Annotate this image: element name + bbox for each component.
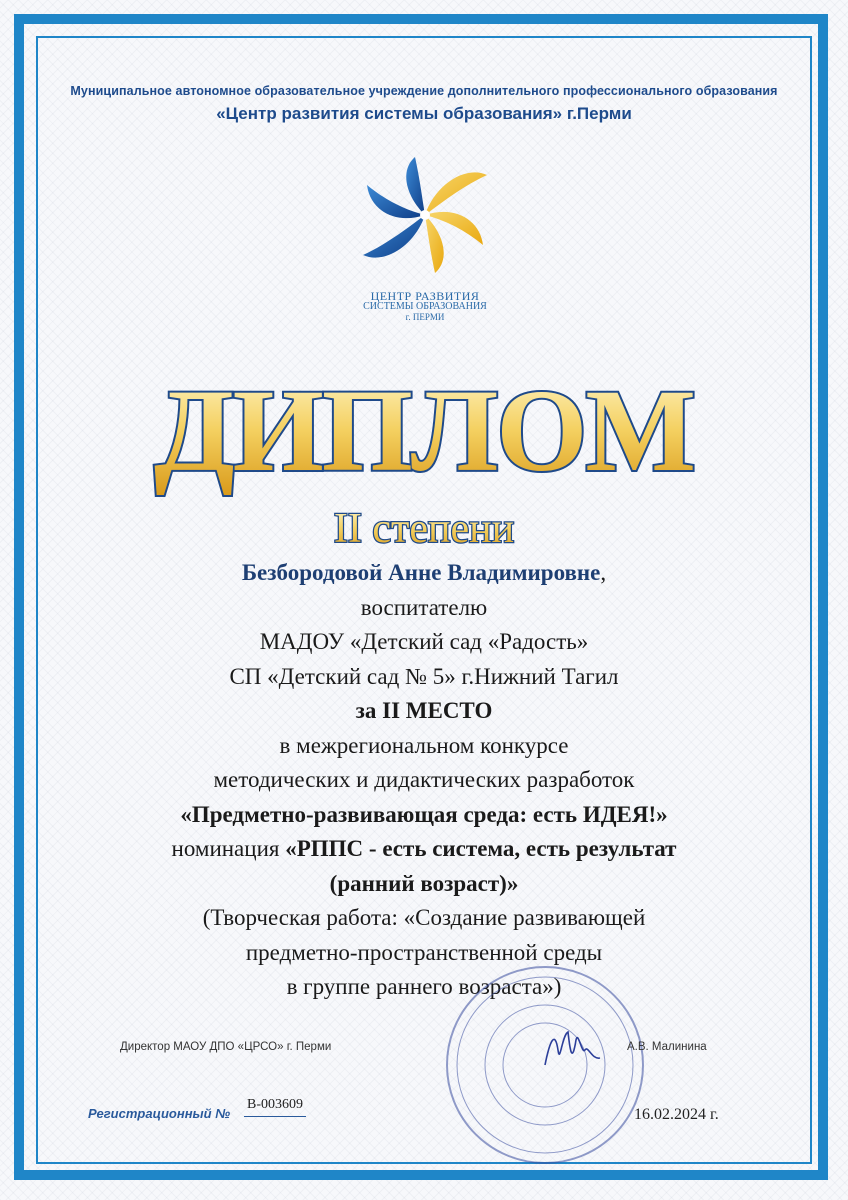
work-line-1: (Творческая работа: «Создание развивающей: [202, 905, 646, 930]
nomination-line-1: номинация «РППС - есть система, есть результат: [171, 836, 677, 861]
diploma-title: [150, 370, 698, 500]
center-logo-icon: [355, 155, 495, 275]
recipient-name: Безбородовой Анне Владимировне: [241, 560, 601, 585]
svg-text:ДИПЛОМ: ДИПЛОМ: [154, 370, 694, 496]
diploma-body: [60, 556, 788, 1005]
organization-line: МАДОУ «Детский сад «Радость»: [259, 629, 589, 654]
position-line: воспитателю: [360, 594, 488, 620]
center-name-header: «Центр развития системы образования» г.Перми: [216, 104, 632, 123]
contest-line-1: в межрегиональном конкурсе: [279, 732, 569, 758]
place-line: за II МЕСТО: [355, 698, 493, 723]
logo-text-line2: СИСТЕМЫ ОБРАЗОВАНИЯ: [363, 301, 487, 312]
work-line-2: предметно-пространственной среды: [245, 939, 603, 965]
recipient-line: Безбородовой Анне Владимировне,: [241, 560, 607, 585]
nomination-line-2: (ранний возраст)»: [329, 870, 519, 896]
institution-header: Муниципальное автономное образовательное учреждение дополнительного профессионального образования: [70, 84, 778, 98]
work-line-3: в группе раннего возраста»): [286, 974, 562, 999]
degree-label: [274, 500, 574, 555]
logo-text-line3: г. ПЕРМИ: [405, 312, 445, 322]
svg-text:II степени: II степени: [333, 506, 515, 552]
contest-line-2: методических и дидактических разработок: [213, 767, 635, 792]
contest-name: «Предметно-развивающая среда: есть ИДЕЯ!»: [180, 801, 668, 827]
registration-label: Регистрационный №: [88, 1106, 231, 1121]
director-signature-icon: [540, 1020, 610, 1080]
logo-text-line1: ЦЕНТР РАЗВИТИЯ: [370, 289, 480, 303]
branch-line: СП «Детский сад № 5» г.Нижний Тагил: [229, 663, 619, 689]
issue-date: 16.02.2024 г.: [634, 1106, 719, 1123]
signature-name: А.В. Малинина: [627, 1041, 707, 1053]
signature-label: Директор МАОУ ДПО «ЦРСО» г. Перми: [120, 1041, 332, 1053]
registration-number: В-003609: [244, 1097, 306, 1117]
